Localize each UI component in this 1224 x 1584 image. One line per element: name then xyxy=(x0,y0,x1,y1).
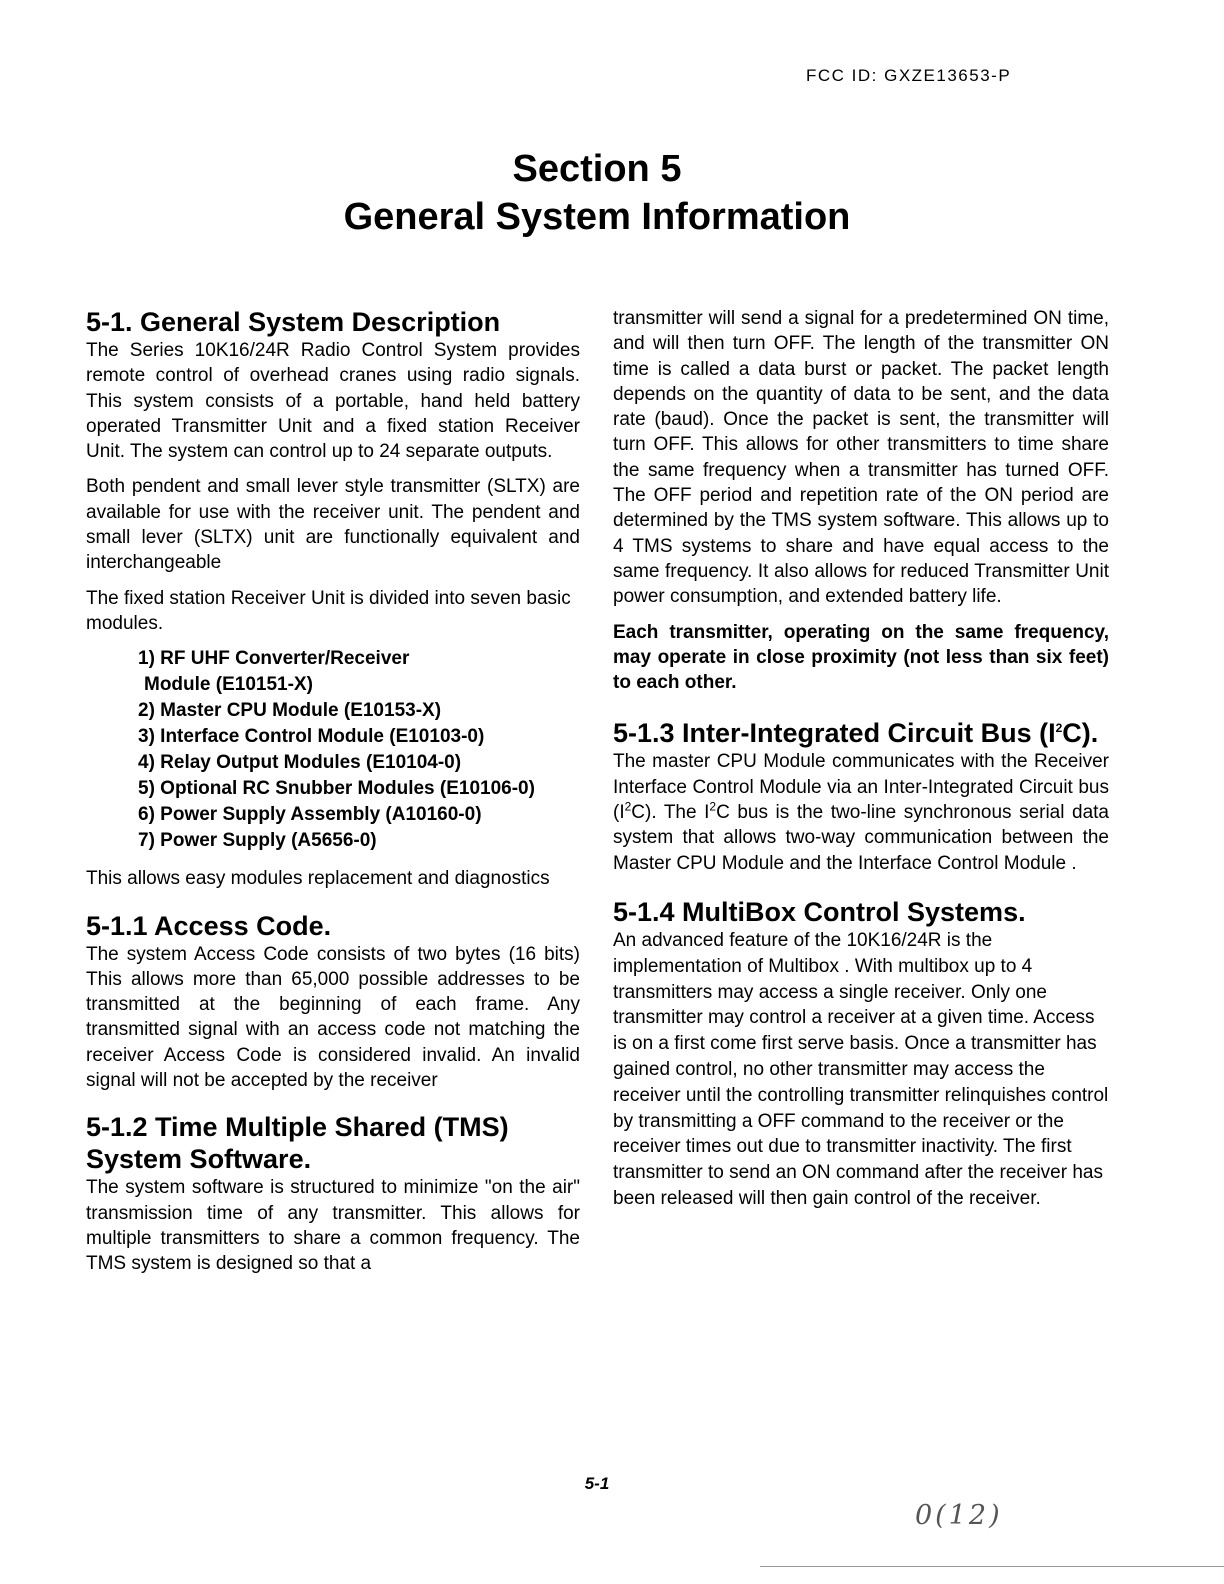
paragraph-receiver-modules: The fixed station Receiver Unit is divided into seven basic modules. xyxy=(86,587,571,634)
list-item-line: 3) Interface Control Module (E10103-0) xyxy=(138,726,485,748)
list-item xyxy=(138,646,580,698)
superscript: 2 xyxy=(624,799,632,814)
text-segment: C). The I xyxy=(631,802,710,824)
list-item xyxy=(138,802,580,828)
paragraph-tms-software: The system software is structured to minimize "on the air" transmission time of any transmitter. This allows for multiple transmitters to share a common frequency. The TMS system is designed so that a xyxy=(86,1177,580,1275)
paragraph-transmitter-types: Both pendent and small lever style transmitter (SLTX) are available for use with the receiver unit. The pendent and small lever (SLTX) unit are functionally equivalent and interchangeable xyxy=(86,476,580,574)
paragraph-multibox: An advanced feature of the 10K16/24R is the implementation of Multibox . With multibox up to 4 transmitters may access a single receiver. Only one transmitter may control a receiver at a given time. Access is on a first come first serve basis. Once a transmitter has gained control, no other transmitter may access the receiver until the controlling transmitter relinquishes control by transmitting a OFF command to the receiver or the receiver times out due to transmitter inactivity. The first transmitter to send an ON command after the receiver has been released will then gain control of the receiver. xyxy=(613,929,1109,1209)
heading-5-1-1: 5-1.1 Access Code. xyxy=(86,910,332,941)
page-number: 5-1 xyxy=(584,1474,610,1493)
fcc-id: FCC ID: GXZE13653-P xyxy=(806,66,1012,85)
list-item-line: 1) RF UHF Converter/Receiver xyxy=(138,648,410,670)
paragraph-proximity-note: Each transmitter, operating on the same frequency, may operate in close proximity (not less than six feet) to each other. xyxy=(613,621,1109,694)
heading-5-1-2: 5-1.2 Time Multiple Shared (TMS) System Software. xyxy=(86,1112,509,1175)
list-item-continuation: Module (E10151-X) xyxy=(144,674,313,696)
list-item xyxy=(138,750,580,776)
list-item xyxy=(138,724,580,750)
list-item-line: 6) Power Supply Assembly (A10160-0) xyxy=(138,804,482,826)
left-column xyxy=(86,306,580,1277)
list-item-line: 2) Master CPU Module (E10153-X) xyxy=(138,700,442,722)
list-item-line: 4) Relay Output Modules (E10104-0) xyxy=(138,752,462,774)
heading-5-1: 5-1. General System Description xyxy=(86,307,501,337)
section-number: Section 5 xyxy=(512,148,682,190)
heading-text: 5-1.3 Inter-Integrated Circuit Bus (I xyxy=(613,718,1056,749)
list-item xyxy=(138,776,580,802)
list-item xyxy=(138,828,580,854)
paragraph-system-description: The Series 10K16/24R Radio Control System provides remote control of overhead cranes using radio signals. This system consists of a portable, hand held battery operated Transmitter Unit and a fixed station Receiver Unit. The system can control up to 24 separate outputs. xyxy=(86,340,580,463)
heading-5-1-3 xyxy=(613,717,1109,749)
text-segment: C bus is the two-line synchronous serial data system that allows two-way communication between the Master CPU Module and the Interface Control Module . xyxy=(613,802,1109,874)
list-item-line: 5) Optional RC Snubber Modules (E10106-0) xyxy=(138,778,535,800)
superscript: 2 xyxy=(709,799,717,814)
superscript: 2 xyxy=(1055,721,1063,736)
heading-text: C). xyxy=(1062,718,1099,749)
right-column xyxy=(613,306,1109,1212)
list-item-line: 7) Power Supply (A5656-0) xyxy=(138,830,377,852)
heading-5-1-4: 5-1.4 MultiBox Control Systems. xyxy=(613,896,1026,927)
paragraph-access-code: The system Access Code consists of two bytes (16 bits) This allows more than 65,000 possible addresses to be transmitted at the beginning of each frame. Any transmitted signal with an access code not matching the receiver Access Code is considered invalid. An invalid signal will not be accepted by the receiver xyxy=(86,943,580,1092)
section-title: General System Information xyxy=(343,196,851,238)
paragraph-i2c-bus xyxy=(613,749,1109,875)
paragraph-diagnostics: This allows easy modules replacement and diagnostics xyxy=(86,868,550,890)
bottom-rule xyxy=(760,1566,1224,1567)
handwritten-note: 0(12) xyxy=(915,1500,1003,1531)
module-list xyxy=(86,646,580,854)
paragraph-tms-continued: transmitter will send a signal for a predetermined ON time, and will then turn OFF. The length of the transmitter ON time is called a data burst or packet. The packet length depends on the quantity of data to be sent, and the data rate (baud). Once the packet is sent, the transmitter will turn OFF. This allows for other transmitters to time share the same frequency when a transmitter has turned OFF. The OFF period and repetition rate of the ON period are determined by the TMS system software. This allows up to 4 TMS systems to share and have equal access to the same frequency. It also allows for reduced Transmitter Unit power consumption, and extended battery life. xyxy=(613,308,1109,608)
list-item xyxy=(138,698,580,724)
text-segment: The master CPU Module communicates with the Receiver Interface Control Module via an Inter-Integrated Circuit bus (I xyxy=(613,751,1109,824)
